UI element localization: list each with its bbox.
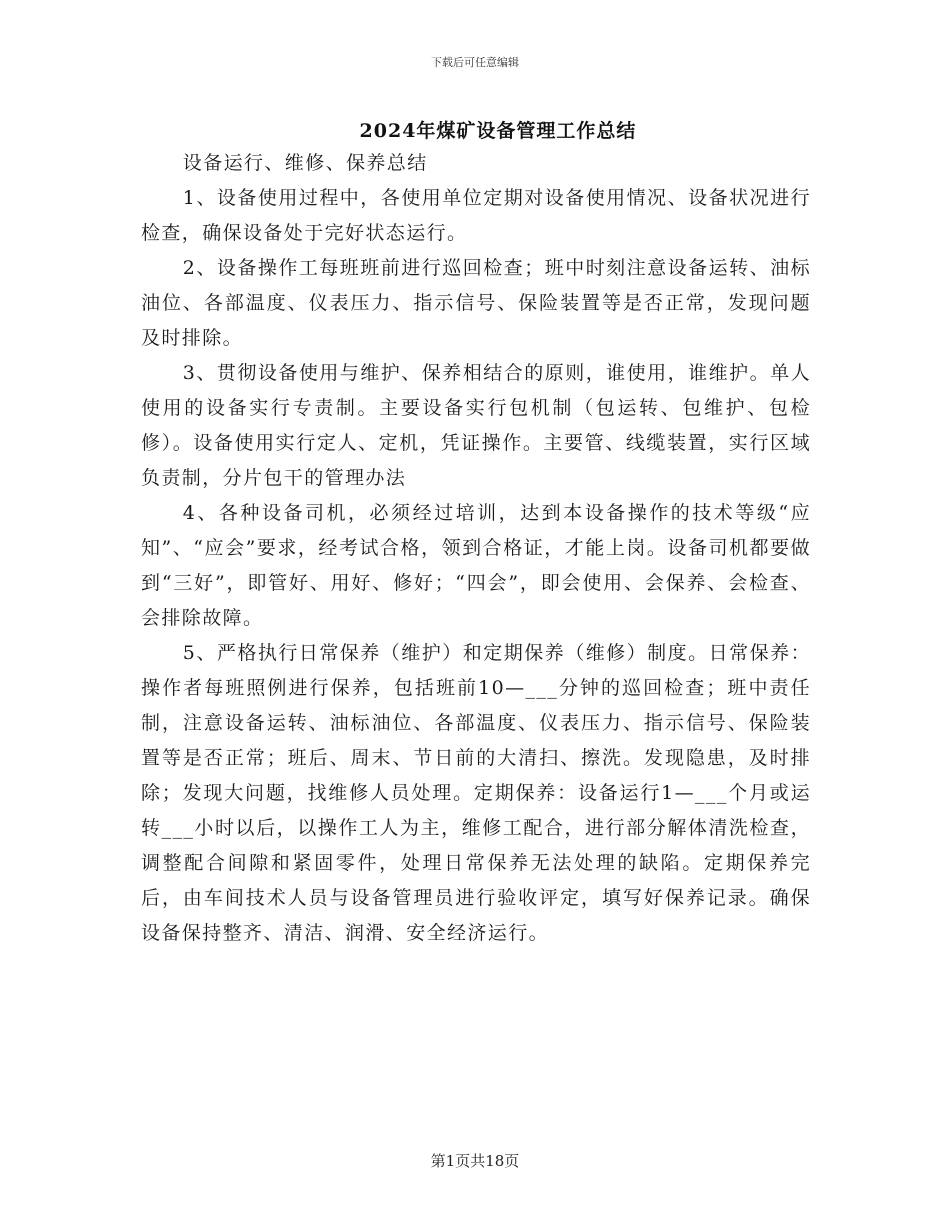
header-note: 下载后可任意编辑 <box>431 56 519 69</box>
paragraph-4: 4、各种设备司机，必须经过培训，达到本设备操作的技术等级“应知”、“应会”要求，经考试合格，领到合格证，才能上岗。设备司机都要做到“三好”，即管好、用好、修好；“四会”，即会使用、会保养、会检查、会排除故障。 <box>141 502 811 629</box>
paragraph-5: 5、严格执行日常保养（维护）和定期保养（维修）制度。日常保养：操作者每班照例进行保养，包括班前10—___分钟的巡回检查；班中责任制，注意设备运转、油标油位、各部温度、仪表压力、指示信号、保险装置等是否正常；班后、周末、节日前的大清扫、擦洗。发现隐患，及时排除；发现大问题，找维修人员处理。定期保养：设备运行1—___个月或运转___小时以后，以操作工人为主，维修工配合，进行部分解体清洗检查，调整配合间隙和紧固零件，处理日常保养无法处理的缺陷。定期保养完后，由车间技术人员与设备管理员进行验收评定，填写好保养记录。确保设备保持整齐、清洁、润滑、安全经济运行。 <box>141 642 811 944</box>
paragraph-2: 2、设备操作工每班班前进行巡回检查；班中时刻注意设备运转、油标油位、各部温度、仪表压力、指示信号、保险装置等是否正常，发现问题及时排除。 <box>141 257 811 349</box>
document-title: 2024年煤矿设备管理工作总结 <box>359 120 637 142</box>
document-body <box>141 146 811 951</box>
section-heading: 设备运行、维修、保养总结 <box>182 152 428 174</box>
paragraph-1: 1、设备使用过程中，各使用单位定期对设备使用情况、设备状况进行检查，确保设备处于完好状态运行。 <box>141 187 811 244</box>
page-number-footer: 第1页共18页 <box>430 1152 520 1170</box>
paragraph-3: 3、贯彻设备使用与维护、保养相结合的原则，谁使用，谁维护。单人使用的设备实行专责制。主要设备实行包机制（包运转、包维护、包检修）。设备使用实行定人、定机，凭证操作。主要管、线缆装置，实行区域负责制，分片包干的管理办法 <box>141 362 811 489</box>
